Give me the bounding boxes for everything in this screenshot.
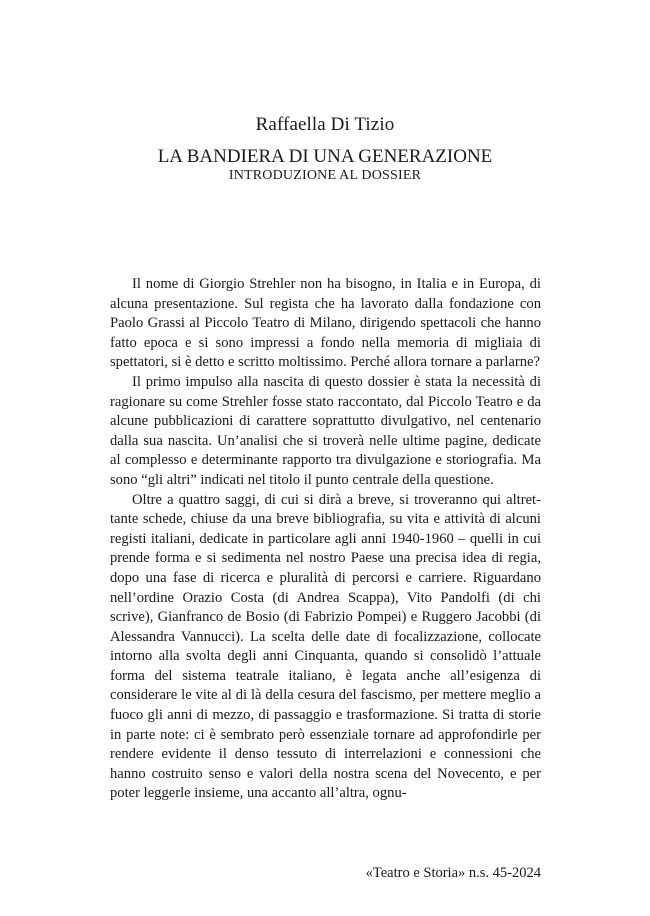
paragraph-3: Oltre a quattro saggi, di cui si dirà a breve, si troveranno qui altrettante schede, chiuse da una breve bibliografia, su vita e attività di alcuni registi italiani, dedicate in particolare agli anni 1940-1960 – quelli in cui prende forma e si sedimenta nel nostro Paese una precisa idea di regia, dopo una fase di ricerca e pluralità di percorsi e carriere. Riguardano nell’ordine Orazio Costa (di Andrea Scappa), Vito Pandolfi (di chi scrive), Gianfranco de Bosio (di Fabrizio Pompei) e Ruggero Jacobbi (di Alessandra Vannucci). La scelta delle date di focalizzazione, collocate intorno alla svolta degli anni Cinquanta, quando si consolidò l’attuale forma del sistema teatrale italiano, è legata anche all’esigenza di considerare le vite al di là della cesura del fascismo, per mettere meglio a fuoco gli anni di mezzo, di passaggio e trasformazione. Si tratta di storie in parte note: ci è sembrato però essenziale tornare ad approfondirle per rendere evidente il denso tessuto di interrelazioni e connessioni che hanno costruito senso e valori della nostra scena del Novecento, e per poter leggerle insieme, una accanto all’altra, ognu- (110, 491, 541, 802)
paragraph-2: Il primo impulso alla nascita di questo dossier è stata la necessità di ragionare su come Strehler fosse stato raccontato, dal Piccolo Teatro e da alcune pubblicazioni di carattere soprattutto divulgativo, nel centenario dalla sua nascita. Un’analisi che si troverà nelle ultime pagine, dedicate al complesso e determinante rapporto tra divulgazione e storiografia. Ma sono “gli altri” indicati nel titolo il punto centrale della questione. (110, 373, 541, 488)
article-title: LA BANDIERA DI UNA GENERAZIONE (157, 146, 493, 167)
journal-citation: «Teatro e Storia» n.s. 45-2024 (365, 865, 541, 881)
article-body (110, 275, 541, 804)
article-subtitle: INTRODUZIONE AL DOSSIER (228, 168, 422, 183)
paragraph-1: Il nome di Giorgio Strehler non ha bisogno, in Italia e in Europa, di alcuna presentazione. Sul regista che ha lavorato dalla fondazione con Paolo Grassi al Piccolo Teatro di Milano, dirigendo spettacoli che hanno fatto epoca e si sono impressi a fondo nella memoria di migliaia di spettatori, si è detto e scritto moltissimo. Perché allora tornare a parlarne? (110, 276, 541, 371)
author-name: Raffaella Di Tizio (255, 114, 395, 135)
